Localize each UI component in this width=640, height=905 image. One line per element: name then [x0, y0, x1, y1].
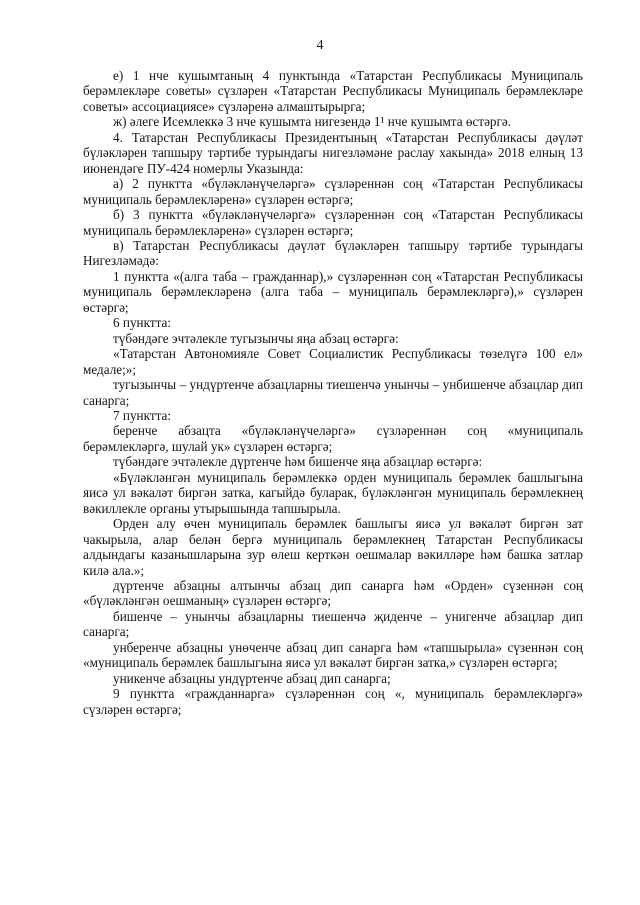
paragraph: тугызынчы – ундүртенче абзацларны тиешенчә унынчы – унбишенче абзацлар дип санарга; — [83, 377, 583, 408]
paragraph: беренче абзацта «бүләкләнүчеләргә» сүзләреннән соң «муниципаль берәмлекләргә, шулай ук» сүзләрен өстәргә; — [83, 423, 583, 454]
paragraph: дүртенче абзацны алтынчы абзац дип санарга һәм «Орден» сүзеннән соң «бүләкләнгән оешманың» сүзләрен өстәргә; — [83, 577, 583, 609]
paragraph: унберенче абзацны унөченче абзац дип санарга һәм «тапшырыла» сүзеннән соң «муниципаль берәмлек башлыгына яисә ул вәкаләт биргән затка,» сүзләрен өстәргә; — [83, 639, 583, 671]
paragraph: а) 2 пунктта «бүләкләнүчеләргә» сүзләреннән соң «Татарстан Республикасы муниципаль берәмлекләренә» сүзләрен өстәргә; — [83, 176, 583, 207]
paragraph: уникенче абзацны ундүртенче абзац дип санарга; — [113, 670, 391, 686]
paragraph: 6 пунктта: — [113, 315, 172, 331]
paragraph: Орден алу өчен муниципаль берәмлек башлыгы яисә ул вәкаләт биргән зат чакырыла, алар белән бергә муниципаль берәмлекнең Татарстан Республикасы алдындагы казанышларына зур өлеш керткән оешмалар вәкилләре һәм башка затлар килә ала.»; — [83, 516, 583, 578]
page-number: 4 — [316, 38, 324, 53]
paragraph: бишенче – унынчы абзацларны тиешенчә җиденче – унигенче абзацлар дип санарга; — [83, 608, 583, 640]
paragraph: е) 1 нче кушымтаның 4 пунктында «Татарстан Республикасы Муниципаль берәмлекләре советы» сүзләрен «Татарстан Республикасы Муниципаль берәмлекләре советы» ассоциациясе» сүзләренә алмаштырырга; — [83, 68, 583, 114]
paragraph: «Бүләкләнгән муниципаль берәмлеккә орден муниципаль берәмлек башлыгына яисә ул вәкаләт биргән затка, кагыйдә буларак, бүләкләнгән муниципаль берәмлекнең вәкиллекле органы утырышында тапшырыла. — [83, 469, 583, 516]
document-body — [83, 68, 583, 717]
paragraph: «Татарстан Автономияле Совет Социалистик Республикасы төзелүгә 100 ел» медале;»; — [83, 346, 583, 377]
paragraph: 9 пунктта «гражданнарга» сүзләреннән соң «, муниципаль берәмлекләргә» сүзләрен өстәргә; — [83, 686, 583, 717]
paragraph: түбәндәге эчтәлекле тугызынчы яңа абзац өстәргә: — [113, 330, 399, 346]
paragraph: 7 пунктта: — [113, 407, 172, 423]
paragraph: 4. Татарстан Республикасы Президентының «Татарстан Республикасы дәүләт бүләкләрен тапшыру тәртибе турындагы нигезләмәне раслау хакында» 2018 елның 13 июнендәге ПУ-424 номерлы Указында: — [83, 129, 583, 176]
paragraph: түбәндәге эчтәлекле дүртенче һәм бишенче яңа абзацлар өстәргә: — [113, 454, 483, 470]
paragraph: б) 3 пунктта «бүләкләнүчеләргә» сүзләреннән соң «Татарстан Республикасы муниципаль берәмлекләренә» сүзләрен өстәргә; — [83, 207, 583, 238]
paragraph: в) Татарстан Республикасы дәүләт бүләкләрен тапшыру тәртибе турындагы Нигезләмәдә: — [83, 237, 583, 269]
paragraph: 1 пунктта «(алга таба – гражданнар),» сүзләреннән соң «Татарстан Республикасы муниципаль берәмлекләренә (алга таба – муниципаль берәмлекләргә),» сүзләрен өстәргә; — [83, 268, 583, 315]
paragraph: ж) әлеге Исемлеккә 3 нче кушымта нигезендә 1¹ нче кушымта өстәргә. — [113, 114, 512, 130]
